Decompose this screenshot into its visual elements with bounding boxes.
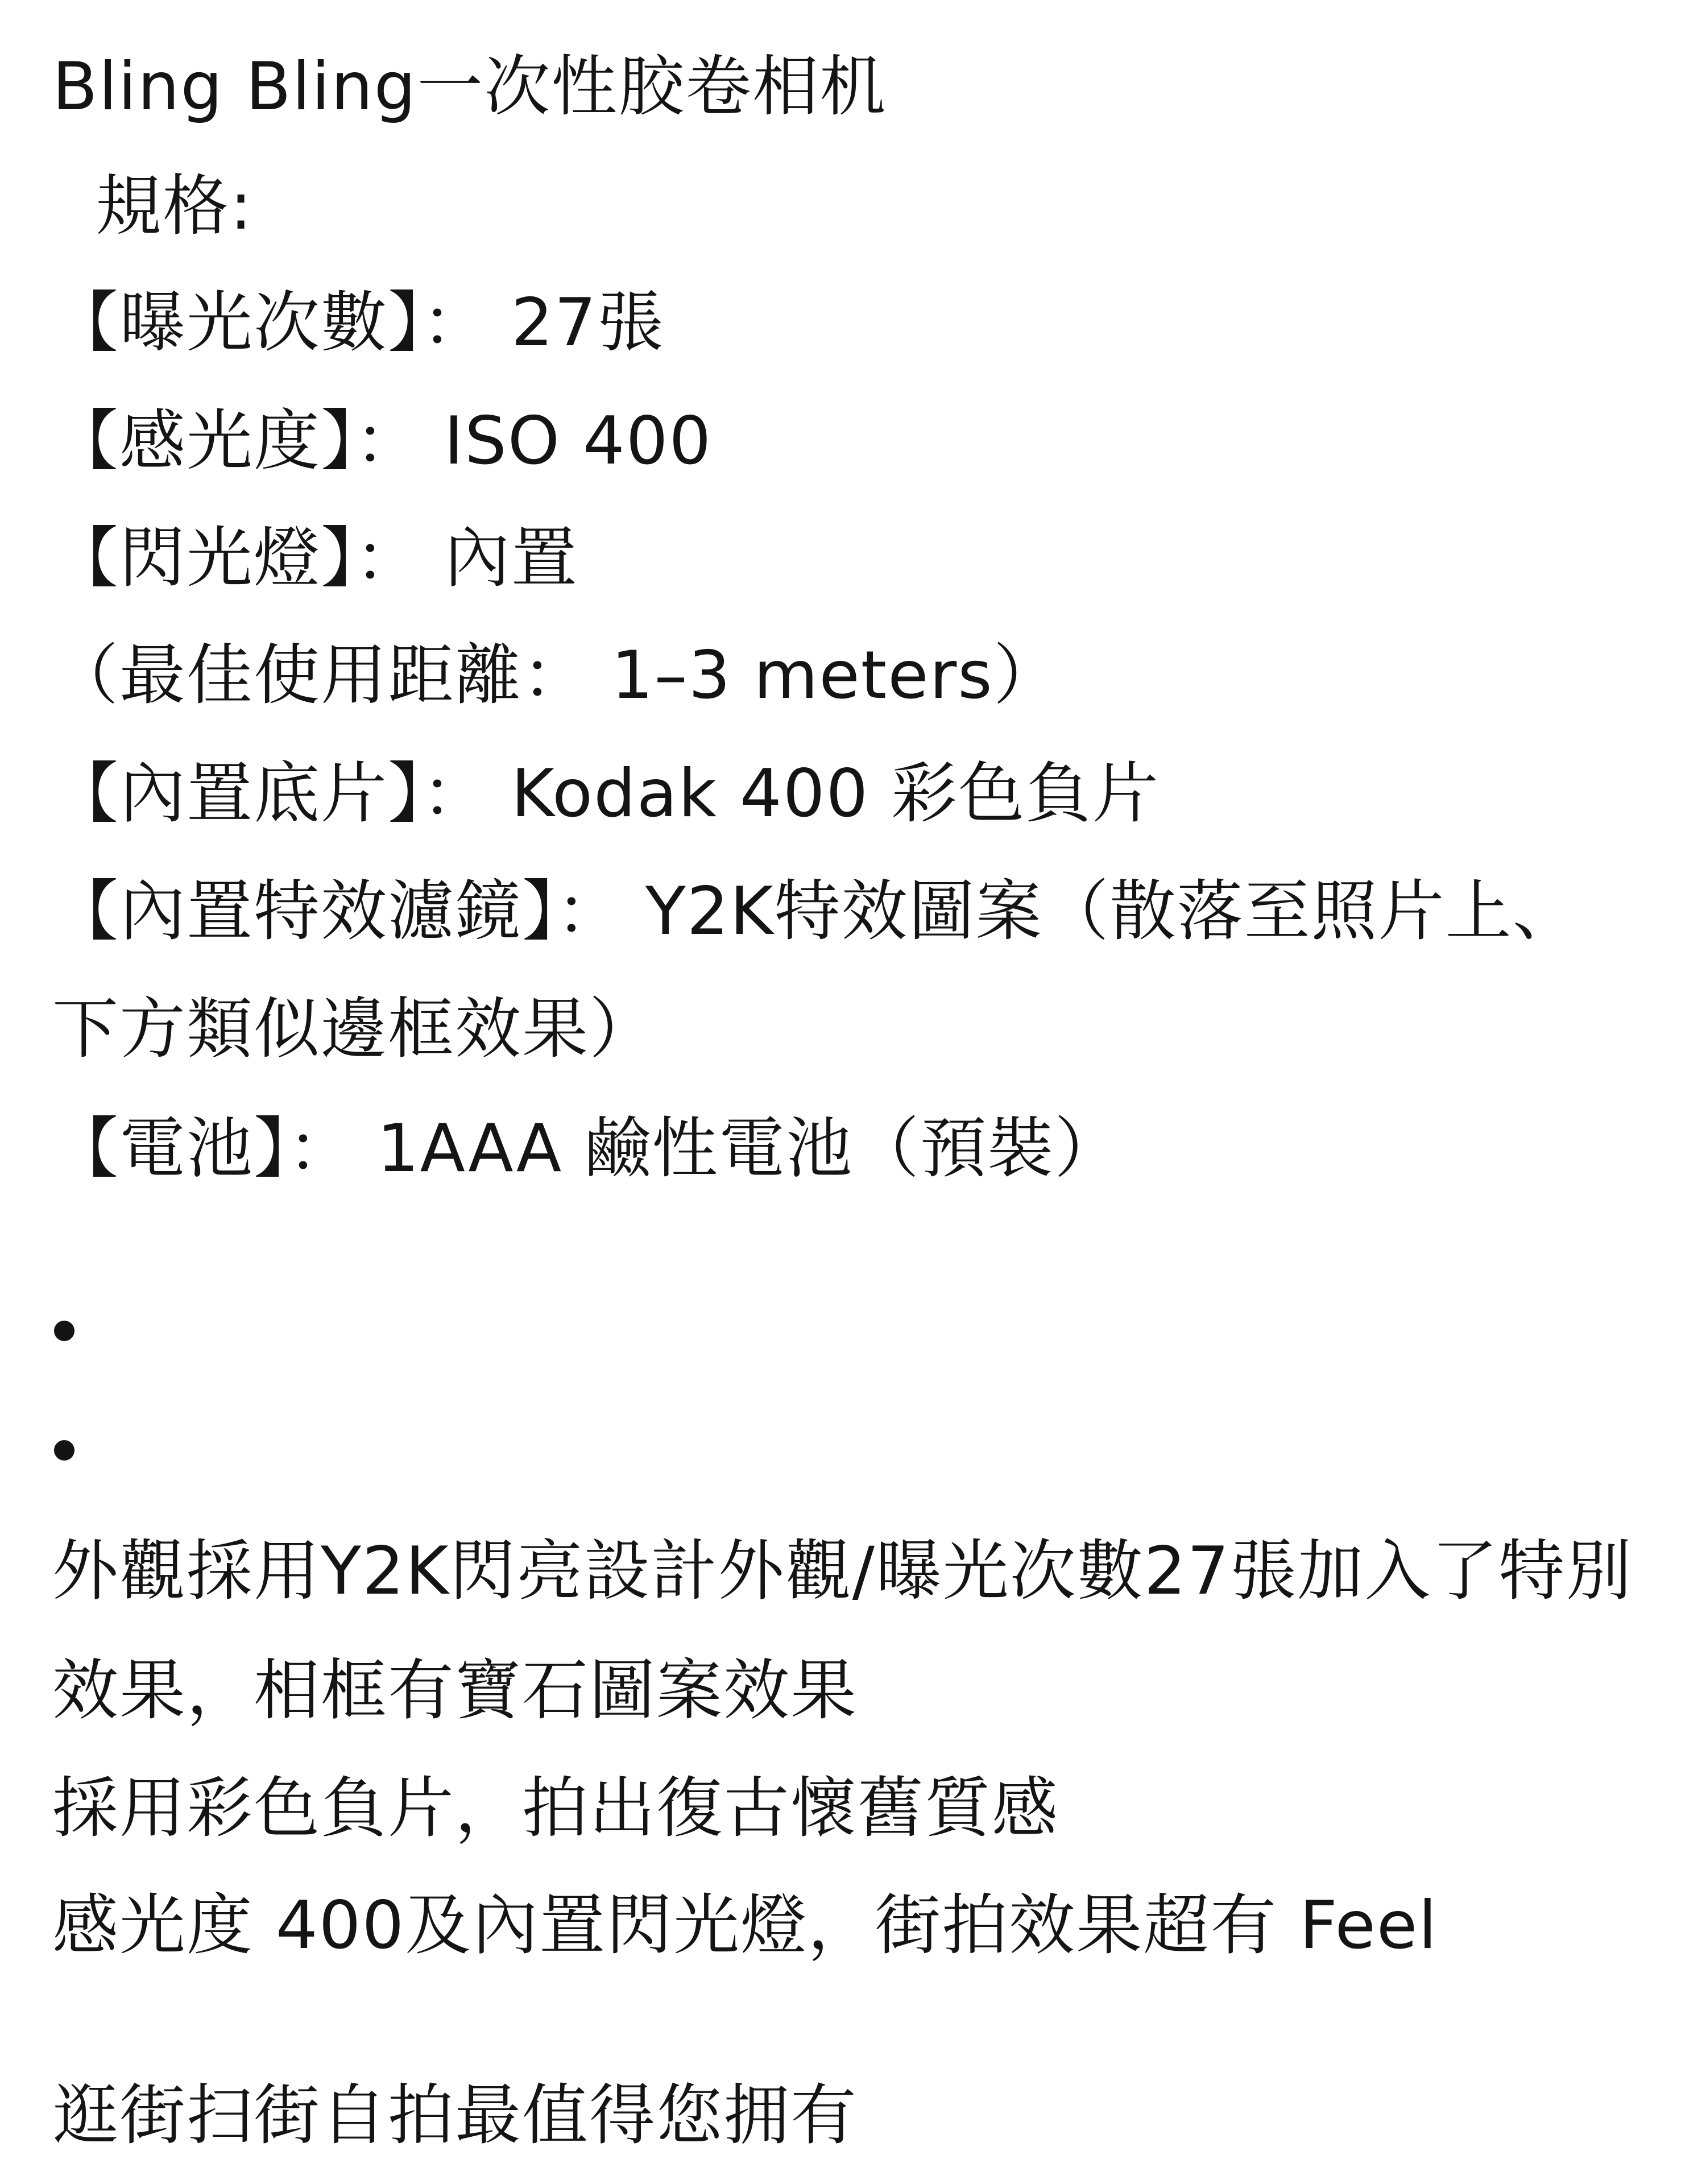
spec-film: 【內置底片】： Kodak 400 彩色負片	[52, 755, 1160, 832]
specs-heading: 規格:	[96, 168, 254, 245]
description-line2: 效果，相框有寶石圖案效果	[52, 1652, 858, 1729]
description-line1: 外觀採用Y2K閃亮設計外觀/曝光次數27張加入了特別	[52, 1533, 1633, 1610]
spec-battery: 【電池】： 1AAA 鹼性電池（預裝）	[52, 1110, 1122, 1187]
spec-filter-line2: 下方類似邊框效果）	[52, 991, 656, 1068]
description-line3: 採用彩色負片，拍出復古懷舊質感	[52, 1770, 1059, 1847]
spec-exposures: 【曝光次數】： 27張	[52, 284, 665, 361]
closing-line: 逛街扫街自拍最值得您拥有	[52, 2077, 858, 2154]
bullet-point	[54, 1440, 74, 1461]
spec-flash: 【閃光燈】： 內置	[52, 520, 578, 597]
product-title: Bling Bling一次性胶卷相机	[52, 48, 887, 125]
spec-iso: 【感光度】： ISO 400	[52, 403, 713, 479]
spec-distance: （最佳使用距離： 1–3 meters）	[52, 637, 1061, 714]
spec-filter-line1: 【內置特效濾鏡】： Y2K特效圖案（散落至照片上、	[52, 873, 1580, 950]
bullet-point	[54, 1321, 74, 1341]
description-line4: 感光度 400及內置閃光燈，街拍效果超有 Feel	[52, 1887, 1438, 1964]
